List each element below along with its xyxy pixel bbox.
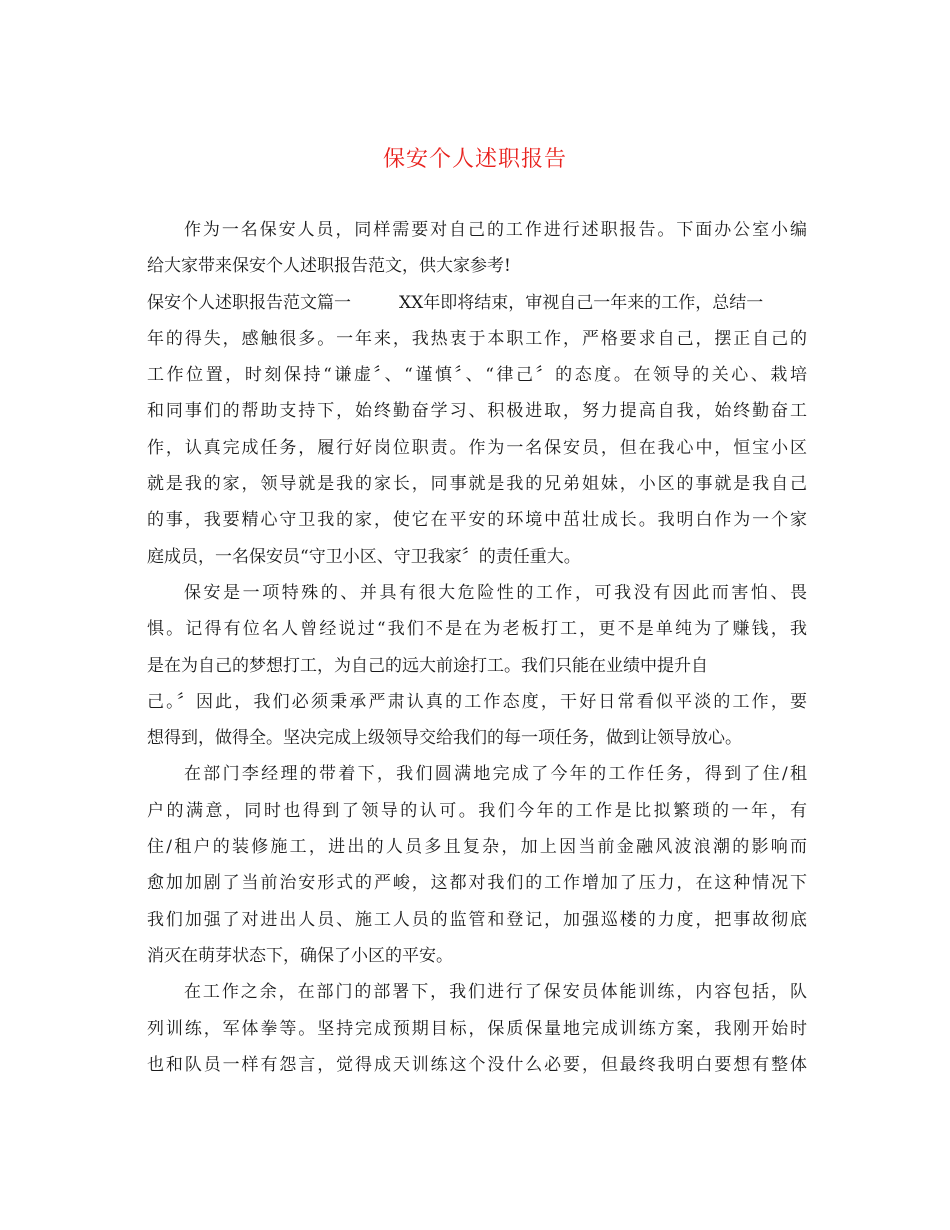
- paragraph-line: 保安是一项特殊的、并具有很大危险性的工作，可我没有因此而害怕、畏: [184, 582, 807, 603]
- section-first-line-rest: XX年即将结束，审视自己一年来的工作，总结一: [399, 292, 764, 313]
- paragraph-line: 愈加加剧了当前治安形式的严峻，这都对我们的工作增加了压力，在这种情况下: [147, 873, 807, 894]
- paragraph-line: 己。〞因此，我们必须秉承严肃认真的工作态度，干好日常看似平淡的工作，要: [147, 691, 807, 712]
- section-first-line: [147, 285, 807, 321]
- paragraph-line: 年的得失，感触很多。一年来，我热衷于本职工作，严格要求自己，摆正自己的: [147, 328, 807, 349]
- section-heading: 保安个人述职报告范文篇一: [147, 292, 351, 313]
- paragraph-line: 就是我的家，领导就是我的家长，同事就是我的兄弟姐妹，小区的事就是我自己: [147, 474, 807, 495]
- paragraph-line: 在部门李经理的带着下，我们圆满地完成了今年的工作任务，得到了住/租: [184, 764, 807, 785]
- intro-line: 给大家带来保安个人述职报告范文，供大家参考!: [147, 256, 511, 277]
- paragraph-line: 和同事们的帮助支持下，始终勤奋学习、积极进取，努力提高自我，始终勤奋工: [147, 401, 807, 422]
- paragraph-line: 惧。记得有位名人曾经说过“我们不是在为老板打工，更不是单纯为了赚钱，我: [147, 619, 807, 640]
- intro-line: 作为一名保安人员，同样需要对自己的工作进行述职报告。下面办公室小编: [184, 220, 807, 240]
- paragraph-line: 庭成员，一名保安员“守卫小区、守卫我家〞的责任重大。: [147, 546, 581, 567]
- paragraph-line: 想得到，做得全。坚决完成上级领导交给我们的每一项任务，做到让领导放心。: [147, 728, 742, 749]
- paragraph-line: 作，认真完成任务，履行好岗位职责。作为一名保安员，但在我心中，恒宝小区: [147, 437, 807, 458]
- paragraph-line: 的事，我要精心守卫我的家，使它在平安的环境中茁壮成长。我明白作为一个家: [147, 510, 807, 531]
- paragraph-line: 住/租户的装修施工，进出的人员多且复杂，加上因当前金融风波浪潮的影响而: [147, 837, 807, 858]
- paragraph-line: 也和队员一样有怨言，觉得成天训练这个没什么必要，但最终我明白要想有整体: [147, 1054, 807, 1075]
- paragraph-line: 是在为自己的梦想打工，为自己的远大前途打工。我们只能在业绩中提升自: [147, 655, 708, 676]
- paragraph-line: 列训练，军体拳等。坚持完成预期目标，保质保量地完成训练方案，我刚开始时: [147, 1018, 807, 1039]
- document-body: [147, 212, 807, 1083]
- paragraph-line: 在工作之余，在部门的部署下，我们进行了保安员体能训练，内容包括，队: [184, 982, 807, 1003]
- page-title: 保安个人述职报告: [382, 147, 567, 172]
- paragraph-line: 户的满意，同时也得到了领导的认可。我们今年的工作是比拟繁琐的一年，有: [147, 800, 807, 821]
- paragraph-line: 消灭在萌芽状态下，确保了小区的平安。: [147, 945, 453, 966]
- paragraph-line: 我们加强了对进出人员、施工人员的监管和登记，加强巡楼的力度，把事故彻底: [147, 909, 807, 930]
- paragraph-line: 工作位置，时刻保持“谦虚〞、“谨慎〞、“律己〞的态度。在领导的关心、栽培: [147, 365, 807, 386]
